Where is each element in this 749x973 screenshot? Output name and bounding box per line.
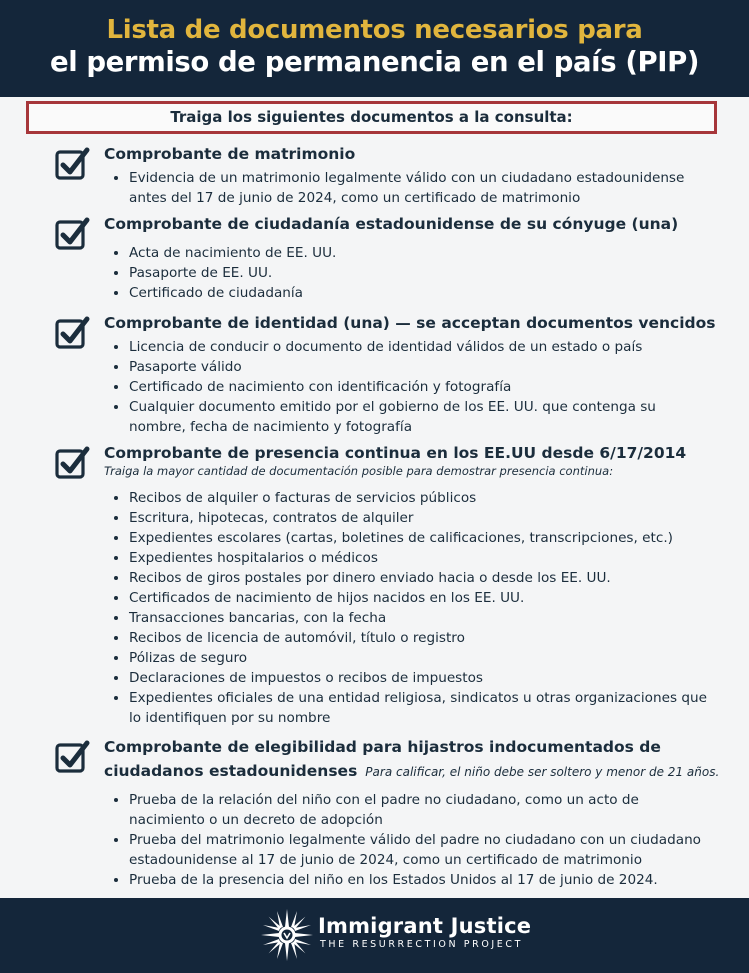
list-item: • Evidencia de un matrimonio legalmente válido con un ciudadano estadounidense	[129, 168, 684, 188]
checkbox-checked-icon	[55, 146, 91, 182]
list-item: lo identifiquen por su nombre	[129, 710, 331, 726]
item-list	[112, 243, 336, 303]
section-title: Comprobante de identidad (una) — se acceptan documentos vencidos	[104, 314, 716, 332]
section-marriage	[55, 144, 735, 210]
section-identity	[55, 313, 735, 439]
section-title: Comprobante de matrimonio	[104, 145, 356, 163]
item-list	[112, 790, 701, 890]
item-list	[112, 168, 684, 208]
checkbox-checked-icon	[55, 739, 91, 775]
brand-tagline: THE RESURRECTION PROJECT	[320, 939, 524, 950]
list-item: • Declaraciones de impuestos o recibos de impuestos	[129, 668, 707, 688]
checkbox-checked-icon	[55, 315, 91, 351]
item-list	[112, 488, 707, 728]
list-item: nombre, fecha de nacimiento y fotografía	[129, 419, 413, 435]
section-title: Comprobante de elegibilidad para hijastros indocumentados de	[104, 738, 661, 756]
list-item: • Pólizas de seguro	[129, 648, 707, 668]
list-item: • Expedientes escolares (cartas, boletines de calificaciones, transcripciones, etc.)	[129, 528, 707, 548]
title-line-1: Lista de documentos necesarios para	[106, 15, 643, 45]
section-title-line-2	[104, 761, 719, 782]
checkbox-checked-icon	[55, 445, 91, 481]
list-item: estadounidense al 17 de junio de 2024, como un certificado de matrimonio	[129, 852, 643, 868]
list-item: • Certificados de nacimiento de hijos nacidos en los EE. UU.	[129, 588, 707, 608]
list-item: • Recibos de licencia de automóvil, título o registro	[129, 628, 707, 648]
brand-name: Immigrant Justice	[318, 914, 532, 938]
eligibility-note: Para calificar, el niño debe ser soltero y menor de 21 años.	[365, 765, 720, 779]
list-item: nacimiento o un decreto de adopción	[129, 812, 383, 828]
list-item: • Cualquier documento emitido por el gobierno de los EE. UU. que contenga su	[129, 397, 656, 417]
section-continuous-presence	[55, 443, 735, 733]
section-title: Comprobante de ciudadanía estadounidense de su cónyuge (una)	[104, 215, 679, 233]
sunburst-logo-icon	[259, 907, 315, 963]
list-item: • Transacciones bancarias, con la fecha	[129, 608, 707, 628]
list-item: antes del 17 de junio de 2024, como un certificado de matrimonio	[129, 190, 581, 206]
list-item: • Recibos de alquiler o facturas de servicios públicos	[129, 488, 707, 508]
list-item: • Expedientes oficiales de una entidad religiosa, sindicatos u otras organizaciones que	[129, 688, 707, 708]
list-item: • Prueba de la relación del niño con el padre no ciudadano, como un acto de	[129, 790, 701, 810]
list-item: • Pasaporte válido	[129, 357, 656, 377]
list-item: • Prueba del matrimonio legalmente válido del padre no ciudadano con un ciudadano	[129, 830, 701, 850]
section-subtitle: Traiga la mayor cantidad de documentación posible para demostrar presencia continua:	[104, 464, 614, 478]
list-item: • Escritura, hipotecas, contratos de alquiler	[129, 508, 707, 528]
list-item: • Licencia de conducir o documento de identidad válidos de un estado o país	[129, 337, 656, 357]
list-item: • Pasaporte de EE. UU.	[129, 263, 336, 283]
list-item: • Certificado de ciudadanía	[129, 283, 336, 303]
item-list	[112, 337, 656, 437]
list-item: • Recibos de giros postales por dinero enviado hacia o desde los EE. UU.	[129, 568, 707, 588]
list-item: • Certificado de nacimiento con identificación y fotografía	[129, 377, 656, 397]
section-title-continued: ciudadanos estadounidenses	[104, 762, 358, 780]
title-line-2: el permiso de permanencia en el país (PIP)	[49, 46, 700, 78]
list-item: • Expedientes hospitalarios o médicos	[129, 548, 707, 568]
section-stepchildren	[55, 737, 735, 893]
section-citizenship	[55, 214, 735, 304]
checkbox-checked-icon	[55, 216, 91, 252]
list-item: • Acta de nacimiento de EE. UU.	[129, 243, 336, 263]
page-header	[0, 0, 749, 97]
intro-banner: Traiga los siguientes documentos a la consulta:	[26, 101, 717, 134]
section-title: Comprobante de presencia continua en los EE.UU desde 6/17/2014	[104, 444, 687, 462]
list-item: • Prueba de la presencia del niño en los Estados Unidos al 17 de junio de 2024.	[129, 870, 701, 890]
